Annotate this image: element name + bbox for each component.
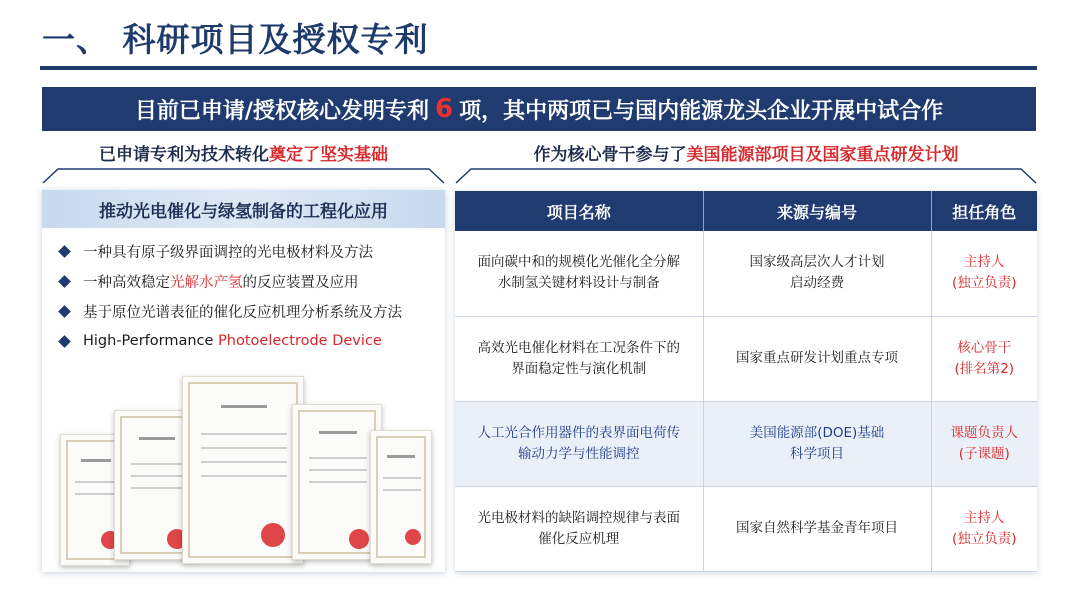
patent-item [56, 236, 445, 266]
diamond-bullet-icon [58, 335, 71, 348]
left-bracket-underline [42, 166, 445, 184]
source-cell: 国家自然科学基金青年项目 [703, 486, 931, 571]
role-cell: 主持人 (独立负责) [931, 231, 1037, 316]
source-cell: 美国能源部(DOE)基础 科学项目 [703, 401, 931, 486]
patent-item [56, 326, 445, 356]
left-subheading [42, 140, 445, 184]
patent-item-text: 基于原位光谱表征的催化反应机理分析系统及方法 [83, 304, 402, 321]
right-bracket-underline [455, 166, 1037, 184]
left-subheading-prefix: 已申请专利为技术转化 [99, 145, 269, 165]
table-row [455, 316, 1037, 401]
project-name-cell: 高效光电催化材料在工况条件下的 界面稳定性与演化机制 [455, 316, 703, 401]
certificate-image [370, 430, 432, 564]
patent-item-highlight: 光解水产氢 [170, 274, 243, 291]
patent-item [56, 266, 445, 296]
certificate-image [292, 404, 382, 560]
table-row [455, 231, 1037, 316]
patent-count: 6 [434, 94, 454, 124]
title-divider [40, 66, 1037, 70]
patent-item-text: High-Performance [83, 333, 219, 349]
role-cell: 核心骨干 (排名第2) [931, 316, 1037, 401]
patent-item-text: 一种具有原子级界面调控的光电极材料及方法 [83, 244, 373, 261]
project-name-cell: 面向碳中和的规模化光催化全分解 水制氢关键材料设计与制备 [455, 231, 703, 316]
source-cell: 国家重点研发计划重点专项 [703, 316, 931, 401]
table-row-highlighted [455, 401, 1037, 486]
column-header-source: 来源与编号 [703, 191, 931, 231]
left-subheading-highlight: 奠定了坚实基础 [269, 145, 388, 165]
headline-banner [42, 87, 1036, 131]
column-header-role: 担任角色 [931, 191, 1037, 231]
patent-certificates-image [42, 368, 445, 572]
patent-card [42, 190, 445, 572]
diamond-bullet-icon [58, 245, 71, 258]
table-row [455, 486, 1037, 571]
diamond-bullet-icon [58, 275, 71, 288]
right-subheading-prefix: 作为核心骨干参与了 [533, 145, 687, 165]
source-cell: 国家级高层次人才计划 启动经费 [703, 231, 931, 316]
projects-table [455, 191, 1037, 572]
right-subheading [455, 140, 1037, 184]
table-header-row [455, 191, 1037, 231]
right-subheading-highlight: 美国能源部项目及国家重点研发计划 [686, 145, 959, 165]
patent-card-title: 推动光电催化与绿氢制备的工程化应用 [42, 190, 445, 228]
patent-item-text: 一种高效稳定 [83, 274, 170, 291]
patent-item-text-end: 的反应装置及应用 [242, 274, 359, 291]
patent-item-highlight: Photoelectrode Device [218, 333, 382, 349]
certificate-image [182, 376, 304, 564]
project-name-cell: 光电极材料的缺陷调控规律与表面 催化反应机理 [455, 486, 703, 571]
page-title: 一、 科研项目及授权专利 [42, 20, 429, 59]
banner-suffix: 项，其中两项已与国内能源龙头企业开展中试合作 [459, 98, 944, 124]
patent-list [42, 228, 445, 356]
patent-item [56, 296, 445, 326]
role-cell: 课题负责人 (子课题) [931, 401, 1037, 486]
role-cell: 主持人 (独立负责) [931, 486, 1037, 571]
diamond-bullet-icon [58, 305, 71, 318]
banner-prefix: 目前已申请/授权核心发明专利 [134, 98, 429, 124]
project-name-cell: 人工光合作用器件的表界面电荷传 输动力学与性能调控 [455, 401, 703, 486]
column-header-project-name: 项目名称 [455, 191, 703, 231]
